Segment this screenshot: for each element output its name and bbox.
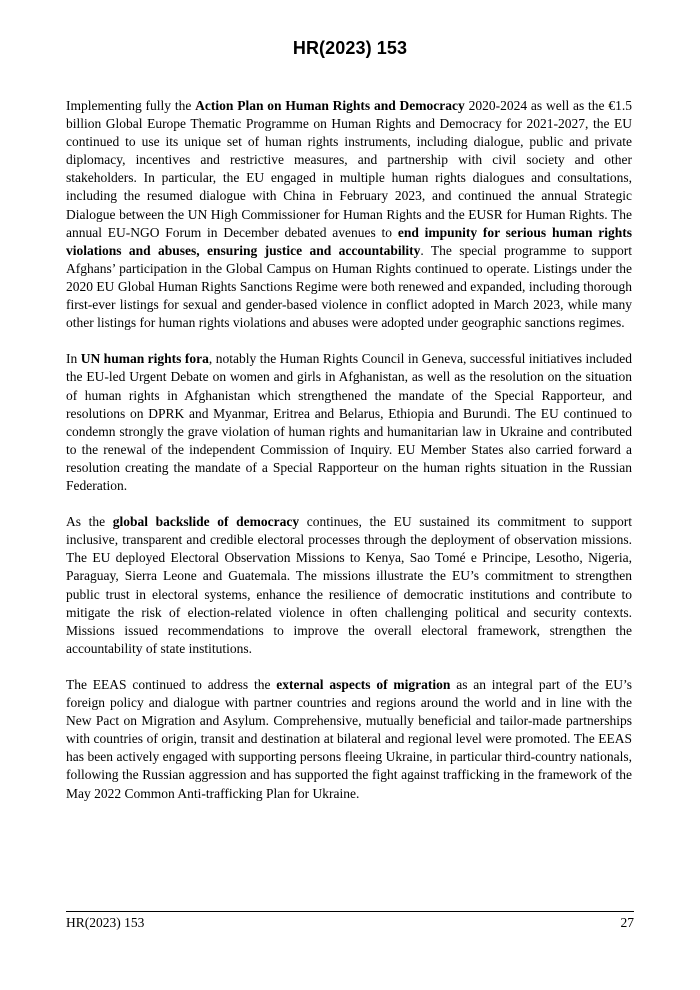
bold-phrase: end impunity for serious human rights violations and abuses, ensuring justice and accountability — [66, 224, 632, 258]
bold-phrase: UN human rights fora — [80, 351, 209, 367]
text-span: continues, the EU sustained its commitment to support inclusive, transparent and credible electoral processes through the deployment of observation missions. The EU deployed Electoral Observation Missions to Kenya, Sao Tomé e Principe, Lesotho, Nigeria, Paraguay, Sierra Leone and Guatemala. The missions illustrate the EU’s commitment to strengthen public trust in electoral systems, enhance the resilience of democratic institutions and contribute to mitigate the risk of election-related violence in often challenging political and security contexts. Missions issued recommendations to improve the overall electoral framework, strengthen the accountability of state institutions. — [66, 514, 632, 656]
text-span: The EEAS continued to address the — [66, 677, 277, 692]
document-body — [66, 97, 632, 821]
document-title: HR(2023) 153 — [292, 38, 408, 58]
text-span: . The special programme to support Afghans’ participation in the Global Campus on Human Rights continued to operate. Listings under the 2020 EU Global Human Rights Sanctions Regime were both renewed and expanded, including thorough first-ever listings for sexual and gender-based violence in conflict adopted in March 2023, while many other listings for human rights violations and abuses were adopted under geographic sanctions regimes. — [66, 242, 632, 331]
page-number: 27 — [620, 915, 634, 930]
footer-divider — [66, 911, 634, 912]
paragraph-human-rights-instruments — [66, 97, 632, 332]
text-span: As the — [66, 514, 113, 530]
bold-phrase: global backslide of democracy — [112, 514, 300, 530]
text-span: In — [66, 351, 81, 367]
paragraph-democracy — [66, 513, 632, 658]
text-span: Implementing fully the — [66, 98, 196, 113]
paragraph-migration — [66, 676, 632, 803]
bold-phrase: Action Plan on Human Rights and Democracy — [195, 98, 465, 113]
bold-phrase: external aspects of migration — [276, 677, 451, 692]
text-span: , notably the Human Rights Council in Geneva, successful initiatives included the EU-led Urgent Debate on women and girls in Afghanistan, as well as the resolution on the situation of human rights in Afghanistan which strengthened the mandate of the Special Rapporteur, and resolutions on DPRK and Myanmar, Eritrea and Belarus, Ethiopia and Burundi. The EU continued to condemn strongly the grave violation of human rights and humanitarian law in Ukraine and contributed to the renewal of the independent Commission of Inquiry. EU Member States also carried forward a resolution creating the mandate of a Special Rapporteur on the human rights situation in the Russian Federation. — [66, 351, 632, 493]
paragraph-un-fora — [66, 350, 632, 495]
text-span: 2020-2024 as well as the €1.5 billion Global Europe Thematic Programme on Human Rights and Democracy for 2021-2027, the EU continued to use its unique set of human rights instruments, including dialogue, public and private diplomacy, incentives and restrictive measures, and partnership with civil society and other stakeholders. In particular, the EU engaged in multiple human rights dialogues and consultations, including the resumed dialogue with China in February 2023, and continued the annual Strategic Dialogue between the UN High Commissioner for Human Rights and the EUSR for Human Rights. The annual EU-NGO Forum in December debated avenues to — [66, 98, 632, 240]
footer-reference: HR(2023) 153 — [66, 915, 145, 930]
text-span: as an integral part of the EU’s foreign policy and dialogue with partner countries and regions around the world and in line with the New Pact on Migration and Asylum. Comprehensive, mutually beneficial and tailor-made partnerships with countries of origin, transit and destination at bilateral and regional level were promoted. The EEAS has been actively engaged with supporting persons fleeing Ukraine, in particular third-country nationals, following the Russian aggression and has supported the fight against trafficking in the framework of the May 2022 Common Anti-trafficking Plan for Ukraine. — [66, 677, 632, 801]
